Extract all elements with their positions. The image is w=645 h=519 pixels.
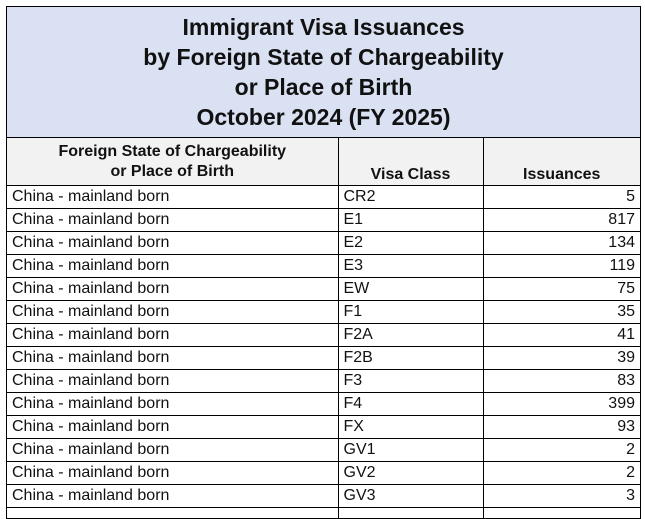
- cell-visa-class[interactable]: GV1: [338, 439, 483, 462]
- cell-issuances[interactable]: 2: [483, 462, 640, 485]
- cell-visa-class[interactable]: EW: [338, 278, 483, 301]
- report-title-block: [7, 7, 640, 138]
- cell-visa-class[interactable]: E2: [338, 232, 483, 255]
- cell-state[interactable]: China - mainland born: [7, 324, 338, 347]
- cell-state[interactable]: China - mainland born: [7, 301, 338, 324]
- cell-issuances[interactable]: 75: [483, 278, 640, 301]
- cell-visa-class[interactable]: F3: [338, 370, 483, 393]
- cell-state[interactable]: China - mainland born: [7, 232, 338, 255]
- cell-issuances[interactable]: 35: [483, 301, 640, 324]
- cell-state[interactable]: China - mainland born: [7, 209, 338, 232]
- title-line-4: October 2024 (FY 2025): [196, 104, 451, 130]
- cell-visa-class[interactable]: F2B: [338, 347, 483, 370]
- title-line-2: by Foreign State of Chargeability: [143, 44, 504, 70]
- table-header-row: [7, 138, 640, 186]
- cell-cutoff: [483, 508, 640, 519]
- cell-issuances[interactable]: 817: [483, 209, 640, 232]
- cell-visa-class[interactable]: F1: [338, 301, 483, 324]
- cell-state[interactable]: China - mainland born: [7, 416, 338, 439]
- cell-issuances[interactable]: 3: [483, 485, 640, 508]
- table-row: [7, 439, 640, 462]
- table-row: [7, 209, 640, 232]
- table-row-partial: [7, 508, 640, 519]
- cell-cutoff: [7, 508, 338, 519]
- cell-state[interactable]: China - mainland born: [7, 278, 338, 301]
- table-row: [7, 324, 640, 347]
- cell-state[interactable]: China - mainland born: [7, 393, 338, 416]
- table-row: [7, 186, 640, 209]
- cell-visa-class[interactable]: E1: [338, 209, 483, 232]
- table-row: [7, 416, 640, 439]
- cell-issuances[interactable]: 134: [483, 232, 640, 255]
- issuances-table: [7, 138, 640, 519]
- table-row: [7, 393, 640, 416]
- cell-state[interactable]: China - mainland born: [7, 370, 338, 393]
- table-row: [7, 485, 640, 508]
- cell-state[interactable]: China - mainland born: [7, 186, 338, 209]
- cell-visa-class[interactable]: F2A: [338, 324, 483, 347]
- cell-state[interactable]: China - mainland born: [7, 347, 338, 370]
- table-row: [7, 462, 640, 485]
- cell-issuances[interactable]: 5: [483, 186, 640, 209]
- cell-state[interactable]: China - mainland born: [7, 462, 338, 485]
- cell-visa-class[interactable]: F4: [338, 393, 483, 416]
- cell-visa-class[interactable]: CR2: [338, 186, 483, 209]
- cell-issuances[interactable]: 39: [483, 347, 640, 370]
- title-line-1: Immigrant Visa Issuances: [182, 14, 465, 40]
- table-row: [7, 301, 640, 324]
- cell-state[interactable]: China - mainland born: [7, 255, 338, 278]
- table-row: [7, 232, 640, 255]
- cell-visa-class[interactable]: E3: [338, 255, 483, 278]
- column-header-state-line1: Foreign State of Chargeability: [58, 143, 287, 160]
- column-header-issuances[interactable]: Issuances: [483, 138, 640, 186]
- cell-visa-class[interactable]: GV2: [338, 462, 483, 485]
- cell-cutoff: [338, 508, 483, 519]
- table-row: [7, 278, 640, 301]
- column-header-visa-class[interactable]: Visa Class: [338, 138, 483, 186]
- cell-issuances[interactable]: 41: [483, 324, 640, 347]
- cell-state[interactable]: China - mainland born: [7, 439, 338, 462]
- spreadsheet: [6, 6, 641, 519]
- column-header-state[interactable]: [7, 138, 338, 186]
- cell-issuances[interactable]: 2: [483, 439, 640, 462]
- cell-issuances[interactable]: 399: [483, 393, 640, 416]
- table-row: [7, 347, 640, 370]
- cell-issuances[interactable]: 119: [483, 255, 640, 278]
- table-row: [7, 255, 640, 278]
- cell-issuances[interactable]: 93: [483, 416, 640, 439]
- cell-visa-class[interactable]: FX: [338, 416, 483, 439]
- cell-issuances[interactable]: 83: [483, 370, 640, 393]
- table-row: [7, 370, 640, 393]
- title-line-3: or Place of Birth: [234, 74, 413, 100]
- cell-visa-class[interactable]: GV3: [338, 485, 483, 508]
- column-header-state-line2: or Place of Birth: [110, 163, 235, 180]
- cell-state[interactable]: China - mainland born: [7, 485, 338, 508]
- table-body: [7, 186, 640, 519]
